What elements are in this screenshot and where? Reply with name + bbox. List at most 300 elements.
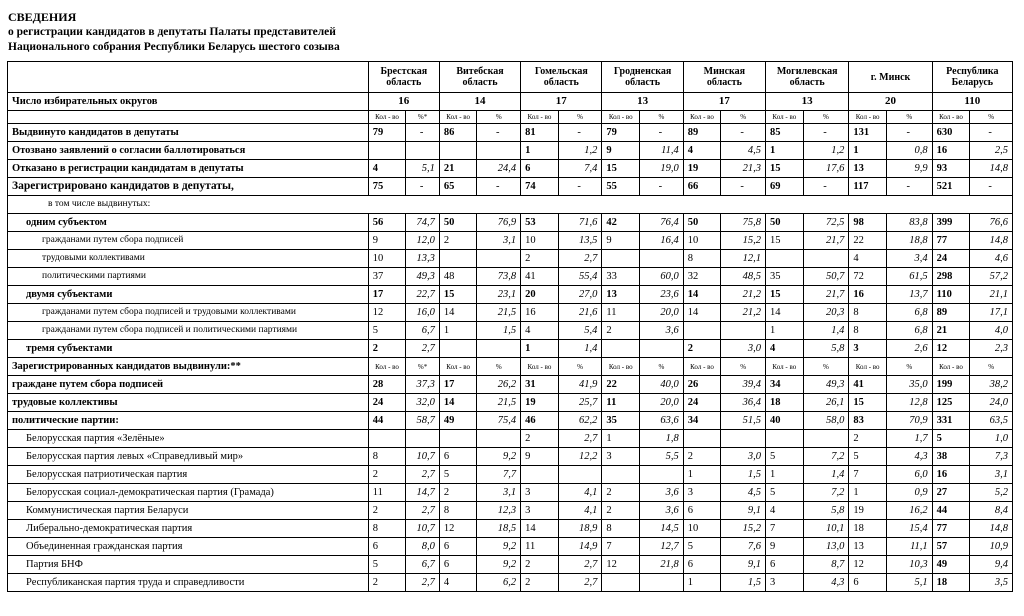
percent-cell: 23,6 (640, 286, 684, 304)
row-label: Белорусская социал-демократическая партия (Грамада) (8, 484, 369, 502)
percent-cell: 48,5 (721, 268, 766, 286)
count-cell (602, 466, 640, 484)
empty-cell (8, 111, 369, 124)
percent-cell: - (970, 124, 1013, 142)
count-cell (439, 250, 477, 268)
table-row (8, 538, 1013, 556)
count-cell: 2 (602, 502, 640, 520)
percent-cell: - (886, 178, 932, 196)
count-cell (368, 430, 406, 448)
count-cell (439, 430, 477, 448)
count-cell: 131 (849, 124, 887, 142)
column-subheader: % (886, 358, 932, 376)
count-cell: 37 (368, 268, 406, 286)
percent-cell: - (477, 178, 521, 196)
count-cell: 3 (766, 574, 804, 592)
count-cell: 21 (932, 322, 970, 340)
count-cell: 14 (766, 304, 804, 322)
row-label: в том числе выдвинутых: (8, 196, 1013, 214)
count-cell: 6 (849, 574, 887, 592)
count-cell: 2 (683, 448, 721, 466)
percent-cell: 3,6 (640, 322, 684, 340)
count-cell: 6 (368, 538, 406, 556)
percent-cell: 18,8 (886, 232, 932, 250)
percent-cell: 1,2 (803, 142, 849, 160)
percent-cell: 6,0 (886, 466, 932, 484)
table-row (8, 268, 1013, 286)
column-subheader: % (970, 111, 1013, 124)
count-cell: 17 (439, 376, 477, 394)
count-cell (602, 250, 640, 268)
count-cell: 19 (683, 160, 721, 178)
count-cell: 2 (368, 502, 406, 520)
table-row (8, 556, 1013, 574)
row-label: граждане путем сбора подписей (8, 376, 369, 394)
percent-cell: 18,5 (477, 520, 521, 538)
table-row (8, 430, 1013, 448)
count-cell: 12 (368, 304, 406, 322)
table-row (8, 304, 1013, 322)
count-cell: 15 (766, 232, 804, 250)
percent-cell: 1,4 (803, 322, 849, 340)
percent-cell: 18,9 (558, 520, 602, 538)
count-cell: 2 (439, 232, 477, 250)
district-count: 17 (683, 93, 765, 111)
row-label: Зарегистрировано кандидатов в депутаты, (8, 178, 369, 196)
count-cell: 83 (849, 412, 887, 430)
percent-cell: 9,2 (477, 448, 521, 466)
percent-cell (406, 142, 440, 160)
percent-cell: - (477, 124, 521, 142)
count-cell: 4 (766, 340, 804, 358)
count-cell: 5 (849, 448, 887, 466)
count-cell: 98 (849, 214, 887, 232)
row-label: Выдвинуто кандидатов в депутаты (8, 124, 369, 142)
percent-cell: 5,1 (406, 160, 440, 178)
district-count: 13 (602, 93, 683, 111)
percent-cell: 5,8 (803, 502, 849, 520)
percent-cell: 6,7 (406, 322, 440, 340)
count-cell: 1 (521, 142, 559, 160)
percent-cell: 7,2 (803, 448, 849, 466)
column-subheader: % (970, 358, 1013, 376)
document-subtitle-2: Национального собрания Республики Беларусь шестого созыва (8, 41, 340, 53)
count-cell: 14 (521, 520, 559, 538)
count-cell: 15 (849, 394, 887, 412)
count-cell: 19 (849, 502, 887, 520)
percent-cell: 12,1 (721, 250, 766, 268)
count-cell: 14 (439, 394, 477, 412)
table-row (8, 286, 1013, 304)
percent-cell: - (721, 124, 766, 142)
percent-cell: 41,9 (558, 376, 602, 394)
count-cell: 8 (849, 322, 887, 340)
section-label: Зарегистрированных кандидатов выдвинули:** (8, 358, 369, 376)
region-header (932, 62, 1012, 93)
count-cell: 53 (521, 214, 559, 232)
count-cell: 44 (932, 502, 970, 520)
percent-cell (477, 340, 521, 358)
percent-cell (558, 466, 602, 484)
table-row (8, 574, 1013, 592)
percent-cell: 2,7 (406, 340, 440, 358)
percent-cell: 37,3 (406, 376, 440, 394)
percent-cell: 75,8 (721, 214, 766, 232)
percent-cell: 57,2 (970, 268, 1013, 286)
count-cell: 630 (932, 124, 970, 142)
count-cell: 399 (932, 214, 970, 232)
count-cell: 1 (766, 142, 804, 160)
percent-cell: 14,5 (640, 520, 684, 538)
column-subheader: % (886, 111, 932, 124)
percent-cell: 20,0 (640, 304, 684, 322)
percent-cell: 0,9 (886, 484, 932, 502)
count-cell: 79 (602, 124, 640, 142)
percent-cell: 63,5 (970, 412, 1013, 430)
percent-cell: 8,4 (970, 502, 1013, 520)
region-header (439, 62, 520, 93)
row-label: трудовые коллективы (8, 394, 369, 412)
count-cell: 86 (439, 124, 477, 142)
percent-cell (477, 430, 521, 448)
column-subheader: Кол - во (766, 358, 804, 376)
document-title: СВЕДЕНИЯ (8, 10, 77, 24)
count-cell (766, 430, 804, 448)
percent-cell: 6,8 (886, 322, 932, 340)
count-cell (683, 430, 721, 448)
percent-cell: 13,5 (558, 232, 602, 250)
count-cell: 12 (932, 340, 970, 358)
count-cell: 125 (932, 394, 970, 412)
percent-cell: 8,7 (803, 556, 849, 574)
region-name: Брестская (380, 66, 428, 77)
count-cell: 6 (439, 448, 477, 466)
percent-cell: 21,5 (477, 394, 521, 412)
percent-cell: 2,6 (886, 340, 932, 358)
percent-cell: 21,8 (640, 556, 684, 574)
count-cell: 48 (439, 268, 477, 286)
percent-cell: 35,0 (886, 376, 932, 394)
percent-cell: 26,1 (803, 394, 849, 412)
count-cell: 50 (766, 214, 804, 232)
count-cell: 10 (683, 232, 721, 250)
count-cell: 8 (683, 250, 721, 268)
count-cell: 24 (932, 250, 970, 268)
row-label: Белорусская партия «Зелёные» (8, 430, 369, 448)
count-cell: 69 (766, 178, 804, 196)
column-subheader: % (721, 111, 766, 124)
count-cell: 331 (932, 412, 970, 430)
region-name: г. Минск (870, 71, 911, 83)
count-cell: 5 (766, 484, 804, 502)
percent-cell: 21,2 (721, 286, 766, 304)
count-cell: 9 (602, 232, 640, 250)
percent-cell: 4,5 (721, 484, 766, 502)
count-cell: 9 (368, 232, 406, 250)
percent-cell: 10,9 (970, 538, 1013, 556)
percent-cell: 9,1 (721, 556, 766, 574)
count-cell: 8 (368, 520, 406, 538)
count-cell: 2 (521, 250, 559, 268)
percent-cell (406, 430, 440, 448)
count-cell: 5 (683, 538, 721, 556)
count-cell: 4 (521, 322, 559, 340)
column-subheader: % (640, 111, 684, 124)
table-row (8, 466, 1013, 484)
percent-cell: 3,0 (721, 448, 766, 466)
percent-cell: 1,5 (477, 322, 521, 340)
percent-cell: 1,5 (721, 574, 766, 592)
percent-cell: 5,5 (640, 448, 684, 466)
count-cell: 6 (521, 160, 559, 178)
percent-cell: 4,1 (558, 484, 602, 502)
count-cell: 18 (849, 520, 887, 538)
column-subheader: % (721, 358, 766, 376)
percent-cell: 3,0 (721, 340, 766, 358)
count-cell: 4 (766, 502, 804, 520)
district-count: 16 (368, 93, 439, 111)
count-cell: 66 (683, 178, 721, 196)
percent-cell: 2,7 (558, 250, 602, 268)
count-cell: 31 (521, 376, 559, 394)
percent-cell: 2,7 (558, 430, 602, 448)
count-cell (683, 322, 721, 340)
percent-cell: 9,2 (477, 556, 521, 574)
count-cell: 19 (521, 394, 559, 412)
percent-cell: 4,3 (803, 574, 849, 592)
table-row (8, 124, 1013, 142)
percent-cell: 19,0 (640, 160, 684, 178)
table-row (8, 376, 1013, 394)
districts-row (8, 93, 1013, 111)
count-cell: 18 (766, 394, 804, 412)
count-cell: 12 (602, 556, 640, 574)
percent-cell: 76,9 (477, 214, 521, 232)
count-cell: 4 (368, 160, 406, 178)
count-cell: 11 (602, 394, 640, 412)
region-header-row (8, 62, 1013, 93)
column-subheader: Кол - во (439, 111, 477, 124)
table-row (8, 178, 1013, 196)
percent-cell (640, 340, 684, 358)
region-name: Гродненская (613, 66, 672, 77)
region-header (368, 62, 439, 93)
row-label: Белорусская патриотическая партия (8, 466, 369, 484)
percent-cell: 9,4 (970, 556, 1013, 574)
count-cell: 7 (602, 538, 640, 556)
count-cell: 17 (368, 286, 406, 304)
count-cell: 12 (849, 556, 887, 574)
table-row (8, 160, 1013, 178)
percent-cell: 7,2 (803, 484, 849, 502)
count-cell: 7 (766, 520, 804, 538)
count-cell: 74 (521, 178, 559, 196)
percent-cell: 13,3 (406, 250, 440, 268)
count-cell: 199 (932, 376, 970, 394)
percent-cell: 5,4 (558, 322, 602, 340)
count-cell: 50 (439, 214, 477, 232)
percent-cell: 10,7 (406, 448, 440, 466)
document-subtitle-1: о регистрации кандидатов в депутаты Палаты представителей (8, 26, 336, 38)
column-subheader: % (640, 358, 684, 376)
count-cell: 298 (932, 268, 970, 286)
count-cell: 9 (521, 448, 559, 466)
percent-cell: 21,7 (803, 286, 849, 304)
percent-cell: 73,8 (477, 268, 521, 286)
column-subheader: Кол - во (932, 358, 970, 376)
count-cell: 13 (849, 160, 887, 178)
percent-cell: 17,6 (803, 160, 849, 178)
count-cell: 2 (521, 430, 559, 448)
region-name-2: Беларусь (951, 77, 994, 88)
column-subheader: Кол - во (766, 111, 804, 124)
percent-cell: 7,7 (477, 466, 521, 484)
column-subheader: Кол - во (439, 358, 477, 376)
count-cell: 2 (602, 484, 640, 502)
count-cell: 2 (521, 556, 559, 574)
count-cell (602, 574, 640, 592)
percent-cell: 9,9 (886, 160, 932, 178)
percent-cell: 5,2 (970, 484, 1013, 502)
table-row (8, 250, 1013, 268)
count-cell: 11 (521, 538, 559, 556)
region-name-2: область (386, 77, 422, 88)
row-label: гражданами путем сбора подписей и политическими партиями (8, 322, 369, 340)
region-name-2: область (462, 77, 498, 88)
count-cell: 15 (602, 160, 640, 178)
count-cell: 2 (368, 574, 406, 592)
count-cell: 3 (521, 502, 559, 520)
count-cell (521, 466, 559, 484)
percent-cell: 13,7 (886, 286, 932, 304)
percent-cell: 6,8 (886, 304, 932, 322)
percent-cell: 26,2 (477, 376, 521, 394)
count-cell: 1 (683, 574, 721, 592)
percent-cell: 4,0 (970, 322, 1013, 340)
row-label: двумя субъектами (8, 286, 369, 304)
percent-cell: 14,7 (406, 484, 440, 502)
corner-cell (8, 62, 369, 93)
count-cell: 8 (849, 304, 887, 322)
percent-cell: 2,7 (558, 556, 602, 574)
count-cell: 35 (602, 412, 640, 430)
count-cell: 5 (368, 322, 406, 340)
percent-cell: 12,2 (558, 448, 602, 466)
percent-cell: - (803, 178, 849, 196)
count-cell (368, 142, 406, 160)
count-cell: 3 (521, 484, 559, 502)
column-subheader: % (477, 111, 521, 124)
count-cell: 24 (683, 394, 721, 412)
column-subheader: Кол - во (368, 358, 406, 376)
count-cell: 6 (683, 556, 721, 574)
count-cell: 16 (932, 466, 970, 484)
count-cell: 13 (602, 286, 640, 304)
region-header (849, 62, 932, 93)
count-cell: 8 (602, 520, 640, 538)
percent-cell: 55,4 (558, 268, 602, 286)
count-cell: 521 (932, 178, 970, 196)
table-row (8, 412, 1013, 430)
percent-cell: 74,7 (406, 214, 440, 232)
count-cell: 1 (849, 142, 887, 160)
column-subheader: Кол - во (521, 358, 559, 376)
percent-cell: - (558, 178, 602, 196)
count-cell: 6 (439, 538, 477, 556)
count-cell: 81 (521, 124, 559, 142)
percent-cell: 2,7 (406, 574, 440, 592)
section2-header-row (8, 358, 1013, 376)
count-cell: 2 (683, 340, 721, 358)
percent-cell: 15,2 (721, 232, 766, 250)
percent-cell: 12,0 (406, 232, 440, 250)
table-row (8, 322, 1013, 340)
percent-cell: 21,6 (558, 304, 602, 322)
count-cell: 1 (849, 484, 887, 502)
count-cell: 12 (439, 520, 477, 538)
percent-cell: 5,1 (886, 574, 932, 592)
count-cell: 10 (683, 520, 721, 538)
count-cell: 3 (849, 340, 887, 358)
column-subheader: % (558, 111, 602, 124)
percent-cell: - (721, 178, 766, 196)
region-name-2: область (543, 77, 579, 88)
count-cell: 11 (368, 484, 406, 502)
region-header (683, 62, 765, 93)
percent-cell: 10,7 (406, 520, 440, 538)
percent-cell: 3,4 (886, 250, 932, 268)
count-cell: 9 (766, 538, 804, 556)
column-subheader: Кол - во (368, 111, 406, 124)
column-subheader: % (477, 358, 521, 376)
count-cell: 34 (683, 412, 721, 430)
count-cell: 110 (932, 286, 970, 304)
count-cell: 79 (368, 124, 406, 142)
percent-cell: - (406, 178, 440, 196)
percent-cell: 2,7 (406, 502, 440, 520)
row-label: Коммунистическая партия Беларуси (8, 502, 369, 520)
district-count: 20 (849, 93, 932, 111)
region-name: Витебская (456, 66, 504, 77)
row-label: Белорусская партия левых «Справедливый мир» (8, 448, 369, 466)
percent-cell: 14,8 (970, 520, 1013, 538)
count-cell: 28 (368, 376, 406, 394)
count-cell: 6 (439, 556, 477, 574)
count-cell: 56 (368, 214, 406, 232)
column-subheader: Кол - во (521, 111, 559, 124)
region-name-2: область (625, 77, 661, 88)
count-cell: 2 (849, 430, 887, 448)
count-cell: 14 (683, 304, 721, 322)
row-label: политические партии: (8, 412, 369, 430)
percent-cell: 1,2 (558, 142, 602, 160)
percent-cell: 72,5 (803, 214, 849, 232)
percent-cell: 5,8 (803, 340, 849, 358)
count-cell: 50 (683, 214, 721, 232)
count-cell: 16 (932, 142, 970, 160)
percent-cell: - (970, 178, 1013, 196)
percent-cell: 11,1 (886, 538, 932, 556)
percent-cell: 63,6 (640, 412, 684, 430)
count-cell: 65 (439, 178, 477, 196)
row-label: Число избирательных округов (8, 93, 369, 111)
count-cell: 117 (849, 178, 887, 196)
region-name: Могилевская (776, 66, 838, 77)
count-cell: 41 (849, 376, 887, 394)
registration-table (7, 61, 1013, 592)
percent-cell: 3,1 (477, 484, 521, 502)
count-cell: 57 (932, 538, 970, 556)
